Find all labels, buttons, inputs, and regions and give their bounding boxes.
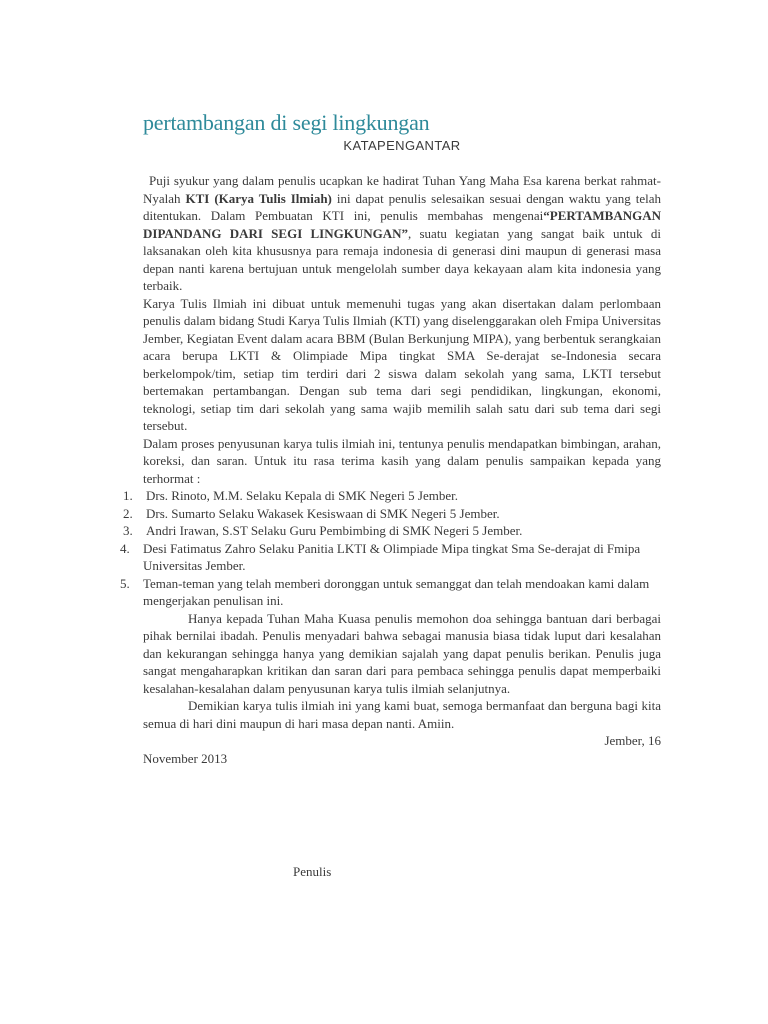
list-text: Drs. Sumarto Selaku Wakasek Kesiswaan di SMK Negeri 5 Jember. xyxy=(146,505,500,521)
document-heading: pertambangan di segi lingkungan xyxy=(143,110,430,135)
list-item xyxy=(123,505,661,523)
list-text: Desi Fatimatus Zahro Selaku Panitia LKTI & Olimpiade Mipa tingkat Sma Se-derajat di Fmipa Universitas Jember. xyxy=(143,540,641,573)
intro-bold-kti: KTI (Karya Tulis Ilmiah) xyxy=(185,190,332,206)
intro-text-3: , suatu kegiatan yang sangat baik untuk di laksanakan oleh kita khususnya para remaja indonesia di generasi dini maupun di generasi masa depan nanti karena bertujuan untuk mengelolah sumber daya kekayaan alam kita indonesia yang terbaik. xyxy=(143,225,661,293)
list-number: 1. xyxy=(123,488,133,503)
list-item xyxy=(123,487,661,505)
paragraph-closing: Demikian karya tulis ilmiah ini yang kami buat, semoga bermanfaat dan berguna bagi kita semua di hari dini maupun di hari masa depan nanti. Amiin. xyxy=(143,698,661,731)
list-item xyxy=(123,522,661,540)
paragraph-purpose: Karya Tulis Ilmiah ini dibuat untuk memenuhi tugas yang akan disertakan dalam perlombaan penulis dalam bidang Studi Karya Tulis Ilmiah (KTI) yang diselenggarakan oleh Fmipa Universitas Jember, Kegiatan Event dalam acara BBM (Bulan Berkunjung MIPA), yang berbentuk serangkaian acara berupa LKTI & Olimpiade Mipa tingkat SMA Se-derajat se-Indonesia secara berkelompok/tim, setiap tim terdiri dari 2 siswa dalam sekolah yang sama, LKTI tersebut bertemakan pertambangan. Dengan sub tema dari segi pendidikan, lingkungan, ekonomi, teknologi, setiap tim dari sekolah yang sama wajib memilih salah satu dari sub tema dari segi tersebut. xyxy=(143,295,661,433)
list-text: Drs. Rinoto, M.M. Selaku Kepala di SMK Negeri 5 Jember. xyxy=(146,488,458,503)
paragraph-thanks: Dalam proses penyusunan karya tulis ilmiah ini, tentunya penulis mendapatkan bimbingan, arahan, koreksi, dan saran. Untuk itu rasa terima kasih yang dalam penulis sampaikan kepada yang terhormat : xyxy=(143,435,661,486)
list-number: 5. xyxy=(120,575,130,591)
list-text: Andri Irawan, S.ST Selaku Guru Pembimbing di SMK Negeri 5 Jember. xyxy=(146,523,523,538)
intro-text-2: ini dapat penulis selesaikan sesuai dengan waktu yang telah ditentukan. Dalam Pembuatan KTI ini, penulis membahas mengenai xyxy=(143,190,662,223)
acknowledgement-list xyxy=(120,487,661,610)
list-text: Teman-teman yang telah memberi doronggan untuk semanggat dan telah mendoakan kami dalam mengerjakan penulisan ini. xyxy=(143,575,650,608)
list-item xyxy=(120,540,661,575)
intro-bold-theme: “PERTAMBANGAN DIPANDANG DARI SEGI LINGKUNGAN” xyxy=(143,208,661,241)
paragraph-prayer: Hanya kepada Tuhan Maha Kuasa penulis memohon doa sehingga bantuan dari berbagai pihak bernilai ibadah. Penulis menyadari bahwa sebagai manusia biasa tidak luput dari kesalahan dan kekurangan sehingga hanya yang demikian sajalah yang dapat penulis berikan. Penulis juga sangat mengaharapkan kritikan dan saran dari para pembaca sehingga penulis dapat memperbaiki kesalahan-kesalahan dalam penyusunan karya tulis ilmiah selanjutnya. xyxy=(143,610,661,696)
list-number: 4. xyxy=(120,540,130,556)
signature-label: Penulis xyxy=(293,864,332,879)
list-number: 3. xyxy=(123,523,133,538)
section-title: KATAPENGANTAR xyxy=(343,138,461,153)
document-body xyxy=(120,172,662,767)
intro-text-1: Puji syukur yang dalam penulis ucapkan ke hadirat Tuhan Yang Maha Esa karena berkat rahmat-Nyalah xyxy=(143,173,661,206)
signoff-date: November 2013 xyxy=(143,750,228,766)
list-item xyxy=(120,575,661,610)
signoff-place: Jember, 16 xyxy=(604,733,661,748)
intro-paragraph xyxy=(143,172,661,295)
list-number: 2. xyxy=(123,505,133,521)
